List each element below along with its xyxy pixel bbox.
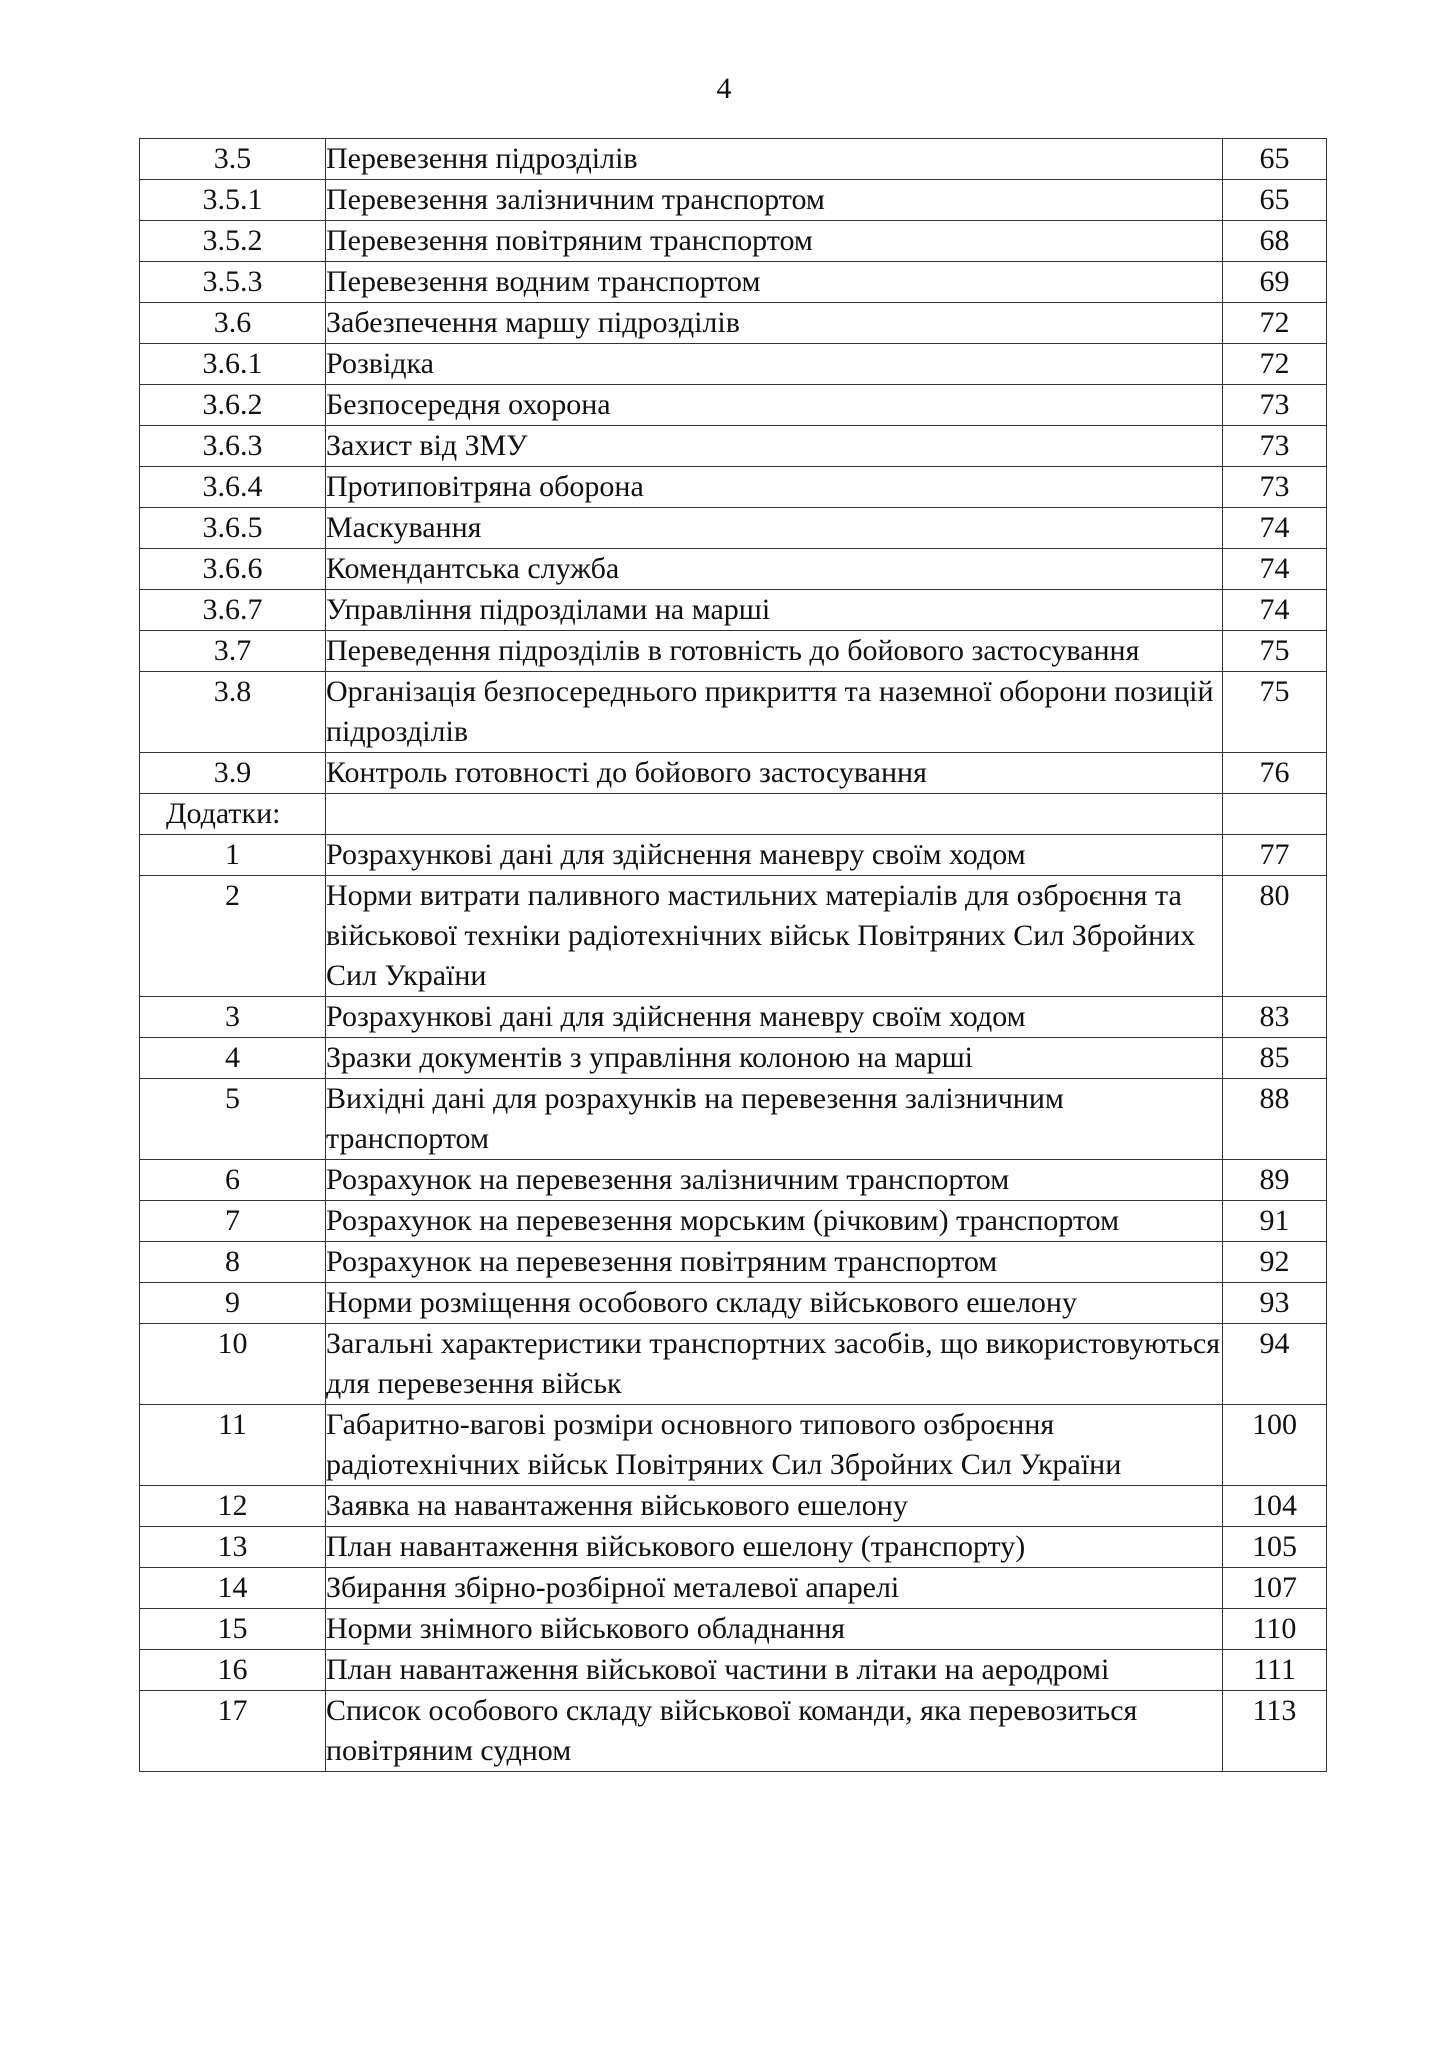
table-row — [140, 1609, 1327, 1650]
section-title: Перевезення підрозділів — [326, 139, 1223, 180]
table-row — [140, 1160, 1327, 1201]
table-row — [140, 1527, 1327, 1568]
section-title: Загальні характеристики транспортних засобів, що використовуються для перевезення військ — [326, 1324, 1223, 1405]
table-row — [140, 508, 1327, 549]
section-title: Вихідні дані для розрахунків на перевезення залізничним транспортом — [326, 1079, 1223, 1160]
page-ref: 73 — [1223, 426, 1327, 467]
section-number: Додатки: — [140, 794, 326, 835]
page-ref: 68 — [1223, 221, 1327, 262]
section-title — [326, 794, 1223, 835]
table-row — [140, 262, 1327, 303]
table-row — [140, 876, 1327, 997]
table-row — [140, 1324, 1327, 1405]
section-number: 3.8 — [140, 672, 326, 753]
table-row — [140, 1038, 1327, 1079]
section-title: Норми знімного військового обладнання — [326, 1609, 1223, 1650]
section-title: План навантаження військової частини в літаки на аеродромі — [326, 1650, 1223, 1691]
page-ref: 77 — [1223, 835, 1327, 876]
section-number: 14 — [140, 1568, 326, 1609]
table-row — [140, 1201, 1327, 1242]
table-row — [140, 1568, 1327, 1609]
page-ref: 113 — [1223, 1691, 1327, 1772]
section-number: 6 — [140, 1160, 326, 1201]
page-ref: 83 — [1223, 997, 1327, 1038]
table-row — [140, 590, 1327, 631]
section-number: 3.6.4 — [140, 467, 326, 508]
section-title: Перевезення залізничним транспортом — [326, 180, 1223, 221]
page-ref: 73 — [1223, 467, 1327, 508]
section-title: Зразки документів з управління колоною на марші — [326, 1038, 1223, 1079]
table-row — [140, 835, 1327, 876]
page-ref: 74 — [1223, 590, 1327, 631]
section-number: 15 — [140, 1609, 326, 1650]
section-number: 3 — [140, 997, 326, 1038]
page-ref: 65 — [1223, 139, 1327, 180]
table-row — [140, 549, 1327, 590]
section-number: 10 — [140, 1324, 326, 1405]
section-title: Протиповітряна оборона — [326, 467, 1223, 508]
section-number: 3.6.3 — [140, 426, 326, 467]
section-number: 3.7 — [140, 631, 326, 672]
page-ref: 91 — [1223, 1201, 1327, 1242]
table-row — [140, 1486, 1327, 1527]
section-title: Контроль готовності до бойового застосування — [326, 753, 1223, 794]
page-ref: 92 — [1223, 1242, 1327, 1283]
table-row — [140, 1405, 1327, 1486]
section-number: 16 — [140, 1650, 326, 1691]
table-row — [140, 997, 1327, 1038]
page-ref: 73 — [1223, 385, 1327, 426]
table-row — [140, 1691, 1327, 1772]
page-ref: 74 — [1223, 508, 1327, 549]
section-title: Норми витрати паливного мастильних матеріалів для озброєння та військової техніки радіотехнічних військ Повітряних Сил Збройних Сил України — [326, 876, 1223, 997]
page-ref: 88 — [1223, 1079, 1327, 1160]
section-title: Розвідка — [326, 344, 1223, 385]
toc-body — [140, 139, 1327, 1772]
page-ref: 107 — [1223, 1568, 1327, 1609]
table-row — [140, 794, 1327, 835]
section-title: Переведення підрозділів в готовність до бойового застосування — [326, 631, 1223, 672]
section-number: 3.6.5 — [140, 508, 326, 549]
section-number: 7 — [140, 1201, 326, 1242]
table-row — [140, 426, 1327, 467]
section-number: 12 — [140, 1486, 326, 1527]
section-title: Заявка на навантаження військового ешелону — [326, 1486, 1223, 1527]
table-row — [140, 180, 1327, 221]
section-title: Збирання збірно-розбірної металевої апарелі — [326, 1568, 1223, 1609]
section-number: 3.5 — [140, 139, 326, 180]
section-number: 9 — [140, 1283, 326, 1324]
page-ref: 111 — [1223, 1650, 1327, 1691]
page-ref: 89 — [1223, 1160, 1327, 1201]
section-number: 13 — [140, 1527, 326, 1568]
page-ref: 65 — [1223, 180, 1327, 221]
section-number: 5 — [140, 1079, 326, 1160]
page-ref: 85 — [1223, 1038, 1327, 1079]
page-ref: 93 — [1223, 1283, 1327, 1324]
section-title: Забезпечення маршу підрозділів — [326, 303, 1223, 344]
table-row — [140, 1242, 1327, 1283]
section-number: 3.5.3 — [140, 262, 326, 303]
section-title: Маскування — [326, 508, 1223, 549]
section-title: Розрахункові дані для здійснення маневру своїм ходом — [326, 997, 1223, 1038]
section-number: 3.6.2 — [140, 385, 326, 426]
page-ref: 75 — [1223, 672, 1327, 753]
section-number: 3.9 — [140, 753, 326, 794]
table-row — [140, 385, 1327, 426]
table-row — [140, 221, 1327, 262]
table-row — [140, 1283, 1327, 1324]
table-row — [140, 303, 1327, 344]
page-ref: 80 — [1223, 876, 1327, 997]
section-number: 3.6.7 — [140, 590, 326, 631]
section-title: Розрахункові дані для здійснення маневру своїм ходом — [326, 835, 1223, 876]
section-title: Розрахунок на перевезення повітряним транспортом — [326, 1242, 1223, 1283]
page-ref: 74 — [1223, 549, 1327, 590]
table-row — [140, 1079, 1327, 1160]
section-title: Організація безпосереднього прикриття та наземної оборони позицій підрозділів — [326, 672, 1223, 753]
section-title: Перевезення повітряним транспортом — [326, 221, 1223, 262]
section-number: 3.6 — [140, 303, 326, 344]
section-title: Перевезення водним транспортом — [326, 262, 1223, 303]
section-title: План навантаження військового ешелону (транспорту) — [326, 1527, 1223, 1568]
section-number: 3.6.1 — [140, 344, 326, 385]
page-ref: 104 — [1223, 1486, 1327, 1527]
page-ref: 75 — [1223, 631, 1327, 672]
section-title: Розрахунок на перевезення морським (річковим) транспортом — [326, 1201, 1223, 1242]
page-number: 4 — [716, 72, 732, 105]
section-title: Розрахунок на перевезення залізничним транспортом — [326, 1160, 1223, 1201]
page-ref: 100 — [1223, 1405, 1327, 1486]
page-ref: 105 — [1223, 1527, 1327, 1568]
section-number: 3.5.1 — [140, 180, 326, 221]
table-row — [140, 344, 1327, 385]
page-ref — [1223, 794, 1327, 835]
section-number: 17 — [140, 1691, 326, 1772]
section-number: 3.5.2 — [140, 221, 326, 262]
section-number: 8 — [140, 1242, 326, 1283]
table-row — [140, 139, 1327, 180]
section-title: Габаритно-вагові розміри основного типового озброєння радіотехнічних військ Повітряних Сил Збройних Сил України — [326, 1405, 1223, 1486]
table-row — [140, 753, 1327, 794]
table-row — [140, 467, 1327, 508]
page-ref: 110 — [1223, 1609, 1327, 1650]
page-ref: 72 — [1223, 344, 1327, 385]
section-number: 11 — [140, 1405, 326, 1486]
section-title: Норми розміщення особового складу військового ешелону — [326, 1283, 1223, 1324]
page-ref: 94 — [1223, 1324, 1327, 1405]
page-ref: 76 — [1223, 753, 1327, 794]
table-row — [140, 1650, 1327, 1691]
table-row — [140, 631, 1327, 672]
section-number: 2 — [140, 876, 326, 997]
section-title: Захист від ЗМУ — [326, 426, 1223, 467]
table-of-contents — [139, 138, 1327, 1772]
section-number: 4 — [140, 1038, 326, 1079]
section-title: Безпосередня охорона — [326, 385, 1223, 426]
page-ref: 72 — [1223, 303, 1327, 344]
section-number: 1 — [140, 835, 326, 876]
section-title: Комендантська служба — [326, 549, 1223, 590]
section-title: Список особового складу військової команди, яка перевозиться повітряним судном — [326, 1691, 1223, 1772]
section-number: 3.6.6 — [140, 549, 326, 590]
table-row — [140, 672, 1327, 753]
page-ref: 69 — [1223, 262, 1327, 303]
section-title: Управління підрозділами на марші — [326, 590, 1223, 631]
